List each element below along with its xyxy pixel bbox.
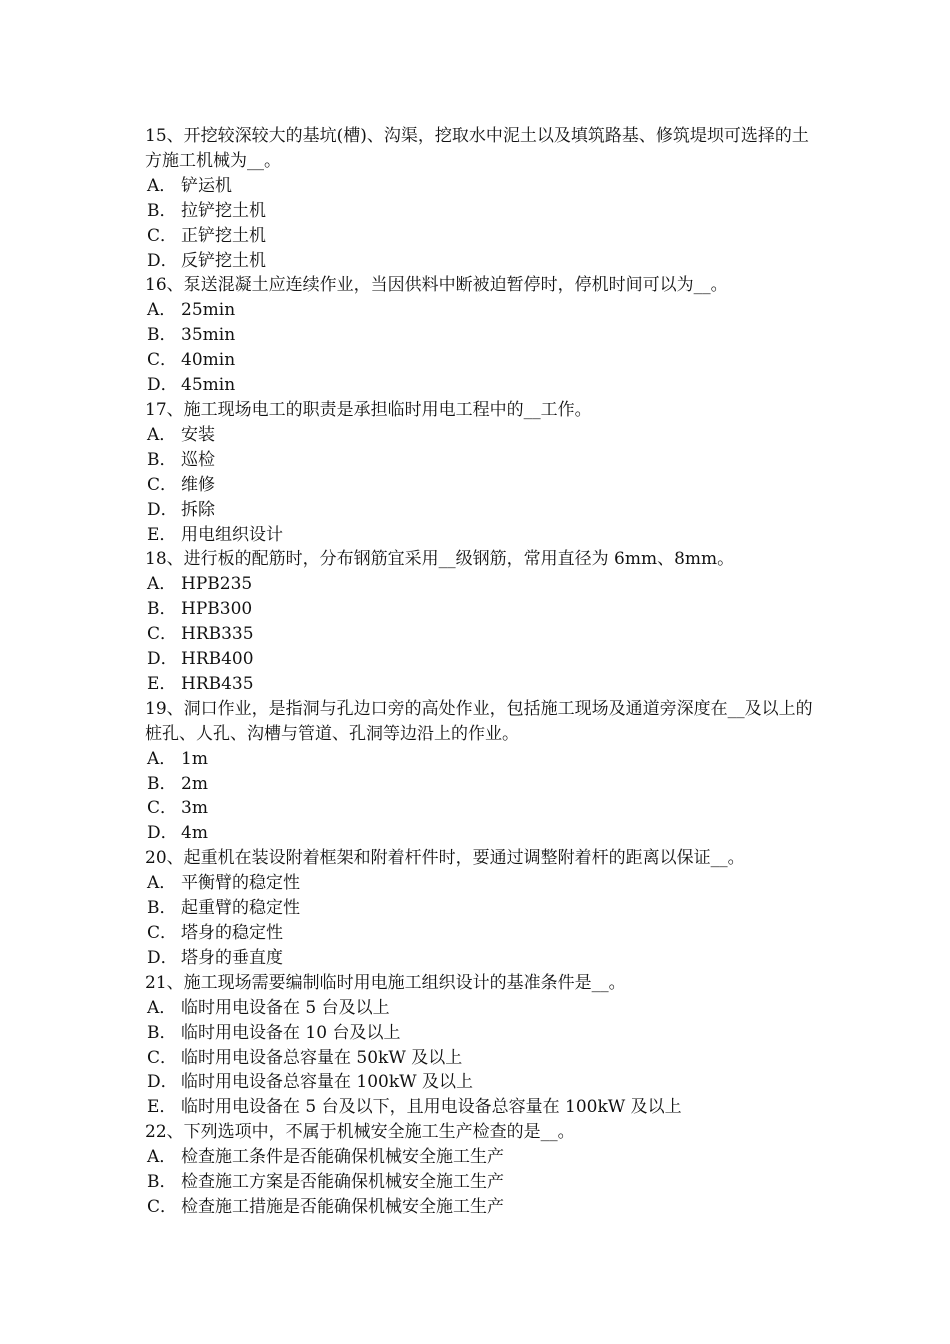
option-text: 4m — [181, 823, 208, 844]
question-18-option-c — [145, 622, 815, 647]
question-15-option-a — [145, 174, 815, 199]
option-letter: A． — [147, 424, 177, 445]
option-letter: D． — [147, 649, 178, 670]
option-text: 维修 — [181, 474, 215, 495]
question-18-option-b — [145, 597, 815, 622]
option-text: 25min — [181, 300, 236, 321]
option-letter: E． — [147, 1097, 177, 1118]
option-letter: B． — [147, 898, 177, 919]
question-21-stem: 21、施工现场需要编制临时用电施工组织设计的基准条件是__。 — [145, 972, 626, 993]
option-letter: A． — [147, 997, 177, 1018]
question-20-option-b — [145, 896, 815, 921]
question-17-option-a — [145, 423, 815, 448]
option-letter: B． — [147, 599, 177, 620]
option-letter: D． — [147, 499, 178, 520]
question-16-stem: 16、泵送混凝土应连续作业，当因供料中断被迫暂停时，停机时间可以为__。 — [145, 275, 728, 296]
option-letter: B． — [147, 1022, 177, 1043]
option-letter: B． — [147, 1172, 177, 1193]
option-text: 塔身的垂直度 — [181, 947, 283, 968]
option-text: HPB235 — [181, 574, 253, 595]
option-text: 安装 — [181, 424, 215, 445]
question-17-option-c — [145, 473, 815, 498]
option-text: 平衡臂的稳定性 — [181, 873, 300, 894]
question-15-option-b — [145, 199, 815, 224]
option-text: HPB300 — [181, 599, 253, 620]
question-22-stem: 22、下列选项中，不属于机械安全施工生产检查的是__。 — [145, 1122, 575, 1143]
question-16-option-d — [145, 373, 815, 398]
option-letter: A． — [147, 873, 177, 894]
option-text: 检查施工措施是否能确保机械安全施工生产 — [181, 1196, 504, 1217]
question-15-option-c — [145, 224, 815, 249]
question-16-option-c — [145, 348, 815, 373]
question-19-option-b — [145, 772, 815, 797]
option-letter: C． — [147, 350, 178, 371]
question-22-option-a — [145, 1145, 815, 1170]
option-text: 检查施工方案是否能确保机械安全施工生产 — [181, 1172, 504, 1193]
question-list — [145, 124, 815, 1220]
option-letter: D． — [147, 947, 178, 968]
option-letter: D． — [147, 375, 178, 396]
option-text: 45min — [181, 375, 236, 396]
option-letter: B． — [147, 773, 177, 794]
option-letter: C． — [147, 225, 178, 246]
option-letter: C． — [147, 798, 178, 819]
option-letter: A． — [147, 1147, 177, 1168]
option-text: 临时用电设备在 5 台及以上 — [181, 997, 390, 1018]
option-text: 拉铲挖土机 — [181, 200, 266, 221]
option-letter: C． — [147, 624, 178, 645]
question-17-option-e — [145, 523, 815, 548]
option-letter: D． — [147, 823, 178, 844]
question-18-option-a — [145, 572, 815, 597]
option-letter: E． — [147, 673, 177, 694]
question-17-stem: 17、施工现场电工的职责是承担临时用电工程中的__工作。 — [145, 399, 592, 420]
option-text: 临时用电设备在 10 台及以上 — [181, 1022, 401, 1043]
question-15-option-d — [145, 249, 815, 274]
option-text: 巡检 — [181, 449, 215, 470]
question-20-stem: 20、起重机在装设附着框架和附着杆件时，要通过调整附着杆的距离以保证__。 — [145, 848, 745, 869]
option-letter: B． — [147, 200, 177, 221]
option-text: HRB400 — [181, 649, 254, 670]
option-text: 用电组织设计 — [181, 524, 283, 545]
option-text: 40min — [181, 350, 236, 371]
question-21-option-d — [145, 1070, 815, 1095]
option-text: 铲运机 — [181, 175, 232, 196]
question-21-option-a — [145, 996, 815, 1021]
option-text: 临时用电设备总容量在 100kW 及以上 — [181, 1072, 474, 1093]
question-19-option-c — [145, 796, 815, 821]
option-letter: A． — [147, 175, 177, 196]
option-letter: C． — [147, 474, 178, 495]
question-16-option-a — [145, 298, 815, 323]
option-text: 反铲挖土机 — [181, 250, 266, 271]
question-17-option-d — [145, 498, 815, 523]
question-19-stem: 19、洞口作业，是指洞与孔边口旁的高处作业，包括施工现场及通道旁深度在__及以上的桩孔、人孔、沟槽与管道、孔洞等边沿上的作业。 — [145, 698, 813, 744]
question-19-option-a — [145, 747, 815, 772]
option-text: 临时用电设备在 5 台及以下，且用电设备总容量在 100kW 及以上 — [181, 1097, 682, 1118]
option-letter: A． — [147, 300, 177, 321]
question-22-option-c — [145, 1195, 815, 1220]
question-16-option-b — [145, 323, 815, 348]
option-text: 检查施工条件是否能确保机械安全施工生产 — [181, 1147, 504, 1168]
option-letter: E． — [147, 524, 177, 545]
question-15-stem: 15、开挖较深较大的基坑(槽)、沟渠，挖取水中泥土以及填筑路基、修筑堤坝可选择的土方施工机械为__。 — [145, 126, 809, 171]
option-text: 35min — [181, 325, 236, 346]
option-letter: D． — [147, 1072, 178, 1093]
option-letter: C． — [147, 923, 178, 943]
option-letter: C． — [147, 1196, 178, 1217]
question-18-option-e — [145, 672, 815, 697]
option-letter: B． — [147, 449, 177, 470]
option-text: 3m — [181, 798, 208, 819]
question-20-option-a — [145, 871, 815, 896]
question-21-option-b — [145, 1021, 815, 1046]
option-text: 塔身的稳定性 — [181, 923, 283, 943]
option-text: 1m — [181, 748, 208, 769]
question-21-option-e — [145, 1095, 815, 1120]
question-22-option-b — [145, 1170, 815, 1195]
question-20-option-c — [145, 921, 815, 946]
question-21-option-c — [145, 1046, 815, 1071]
option-text: 临时用电设备总容量在 50kW 及以上 — [181, 1047, 463, 1068]
option-letter: D． — [147, 250, 178, 271]
option-text: HRB435 — [181, 673, 254, 694]
option-text: HRB335 — [181, 624, 254, 645]
option-text: 起重臂的稳定性 — [181, 898, 300, 919]
option-letter: B． — [147, 325, 177, 346]
question-18-stem: 18、进行板的配筋时，分布钢筋宜采用__级钢筋，常用直径为 6mm、8mm。 — [145, 549, 735, 570]
option-letter: A． — [147, 574, 177, 595]
question-17-option-b — [145, 448, 815, 473]
option-letter: A． — [147, 748, 177, 769]
option-text: 2m — [181, 773, 208, 794]
option-text: 拆除 — [181, 499, 215, 520]
question-20-option-d — [145, 946, 815, 971]
question-18-option-d — [145, 647, 815, 672]
option-text: 正铲挖土机 — [181, 225, 266, 246]
option-letter: C． — [147, 1047, 178, 1068]
question-19-option-d — [145, 821, 815, 846]
